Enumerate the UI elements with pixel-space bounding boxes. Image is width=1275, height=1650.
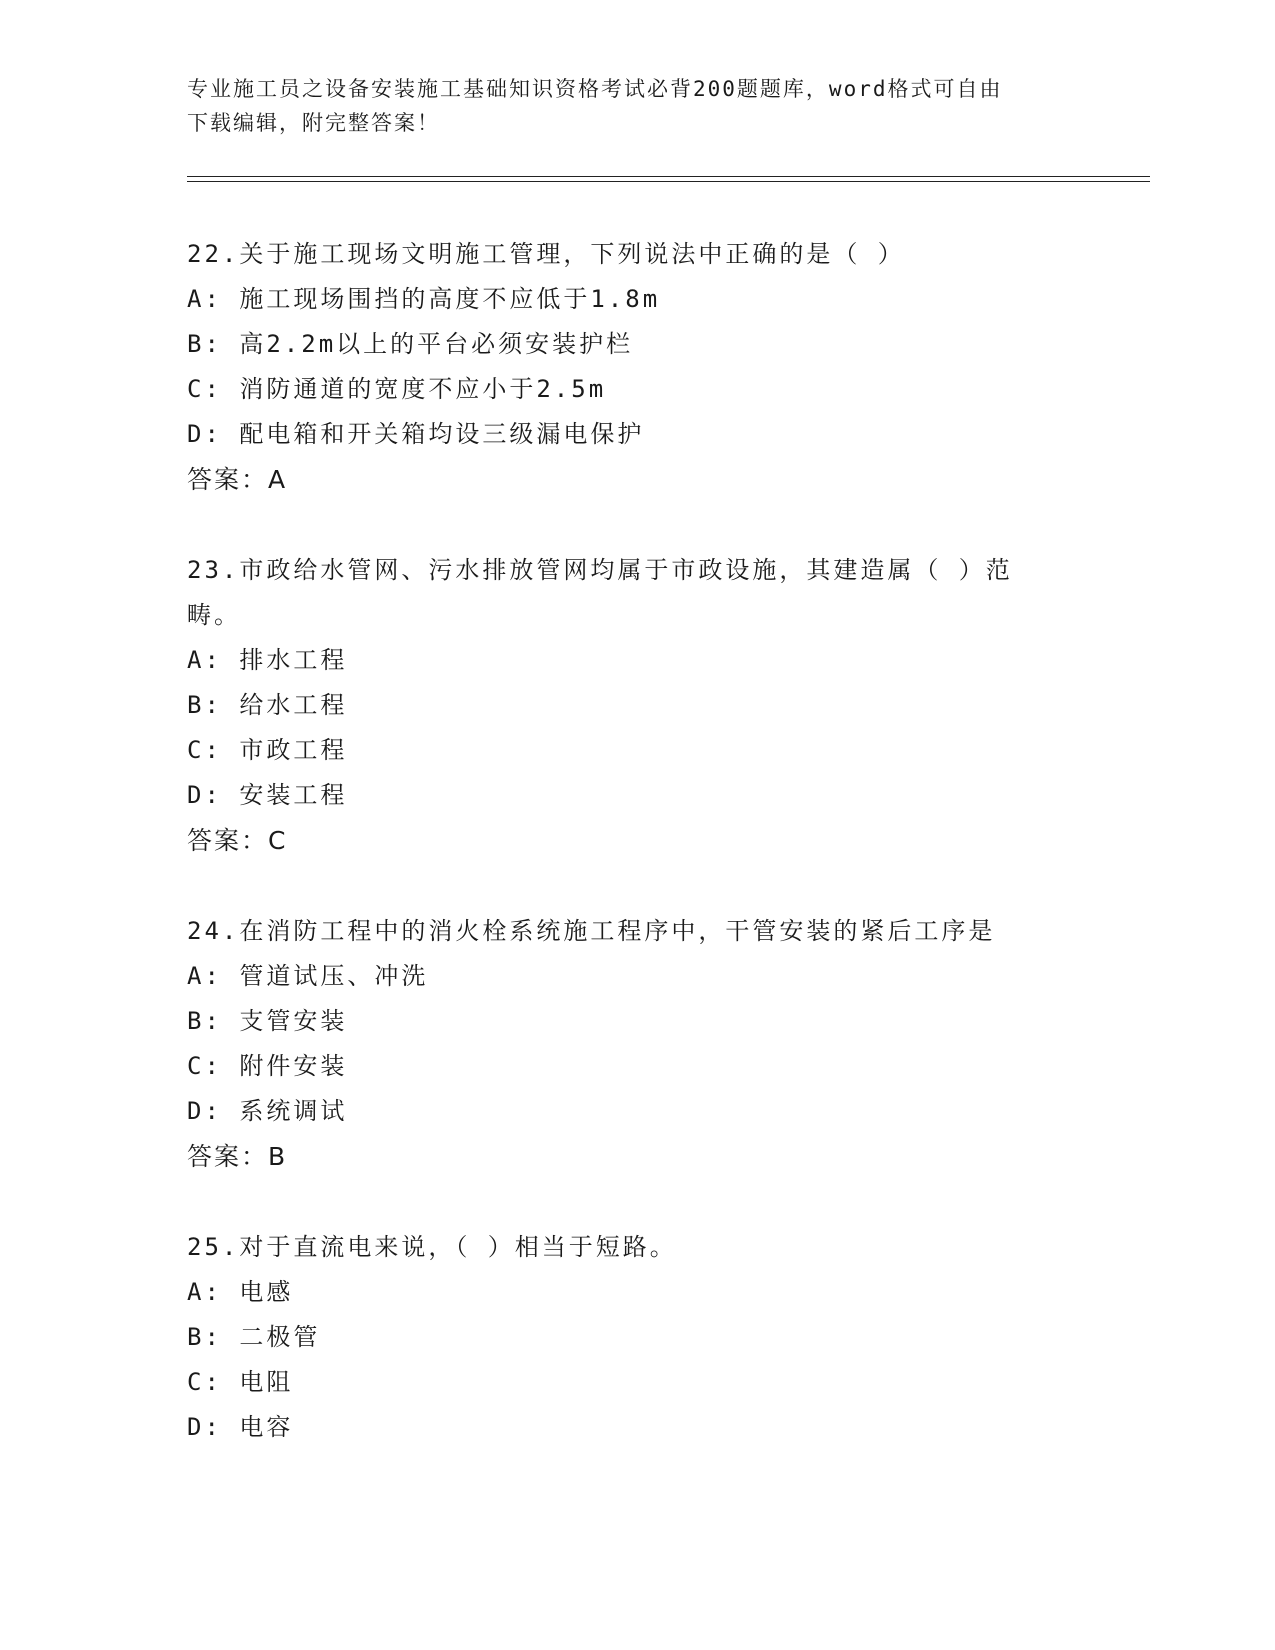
header-divider-bottom (187, 181, 1150, 182)
option-b: B: 支管安装 (187, 1007, 348, 1035)
question-25 (187, 1225, 1087, 1450)
question-text: 23.市政给水管网、污水排放管网均属于市政设施，其建造属（ ）范 (187, 556, 1013, 584)
option-d: D: 安装工程 (187, 781, 348, 809)
question-text: 25.对于直流电来说，（ ）相当于短路。 (187, 1233, 677, 1261)
answer: 答案：B (187, 1142, 288, 1171)
option-a: A: 管道试压、冲洗 (187, 962, 429, 990)
document-header (187, 72, 1087, 140)
option-c: C: 市政工程 (187, 736, 348, 764)
option-a: A: 排水工程 (187, 646, 348, 674)
option-d: D: 系统调试 (187, 1097, 348, 1125)
option-d: D: 电容 (187, 1413, 294, 1441)
option-a: A: 电感 (187, 1278, 294, 1306)
question-23 (187, 548, 1087, 863)
question-22 (187, 232, 1087, 502)
header-divider-top (187, 176, 1150, 177)
option-c: C: 电阻 (187, 1368, 294, 1396)
option-d: D: 配电箱和开关箱均设三级漏电保护 (187, 420, 645, 448)
question-list (187, 232, 1087, 1496)
question-text: 24.在消防工程中的消火栓系统施工程序中，干管安装的紧后工序是 (187, 917, 996, 945)
option-c: C: 附件安装 (187, 1052, 348, 1080)
option-b: B: 高2.2m以上的平台必须安装护栏 (187, 330, 634, 358)
header-line-2: 下载编辑，附完整答案！ (187, 111, 440, 135)
option-c: C: 消防通道的宽度不应小于2.5m (187, 375, 607, 403)
question-24 (187, 909, 1087, 1179)
option-b: B: 给水工程 (187, 691, 348, 719)
answer: 答案：A (187, 465, 288, 494)
option-a: A: 施工现场围挡的高度不应低于1.8m (187, 285, 661, 313)
question-text: 22.关于施工现场文明施工管理，下列说法中正确的是（ ） (187, 240, 905, 268)
header-line-1: 专业施工员之设备安装施工基础知识资格考试必背200题题库，word格式可自由 (187, 77, 1003, 101)
answer: 答案：C (187, 826, 288, 855)
option-b: B: 二极管 (187, 1323, 321, 1351)
question-text-continued: 畴。 (187, 601, 241, 629)
